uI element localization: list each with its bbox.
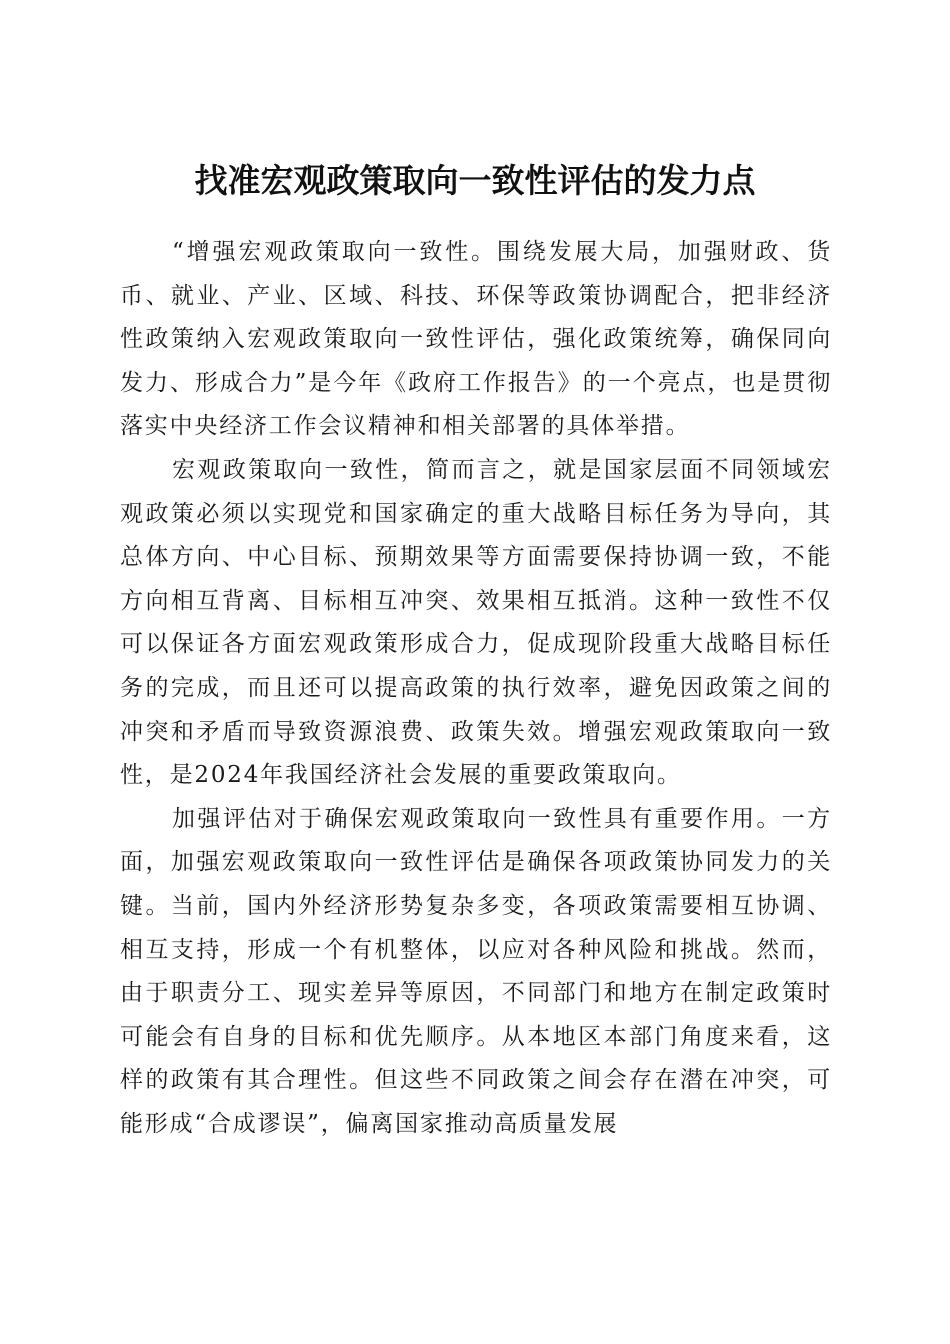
paragraph-2: 宏观政策取向一致性，简而言之，就是国家层面不同领域宏观政策必须以实现党和国家确定的重大战略目标任务为导向，其总体方向、中心目标、预期效果等方面需要保持协调一致，不能方向相互背离、目标相互冲突、效果相互抵消。这种一致性不仅可以保证各方面宏观政策形成合力，促成现阶段重大战略目标任务的完成，而且还可以提高政策的执行效率，避免因政策之间的冲突和矛盾而导致资源浪费、政策失效。增强宏观政策取向一致性，是2024年我国经济社会发展的重要政策取向。 bbox=[120, 456, 832, 789]
paragraph-3: 加强评估对于确保宏观政策取向一致性具有重要作用。一方面，加强宏观政策取向一致性评估是确保各项政策协同发力的关键。当前，国内外经济形势复杂多变，各项政策需要相互协调、相互支持，形成一个有机整体，以应对各种风险和挑战。然而，由于职责分工、现实差异等原因，不同部门和地方在制定政策时可能会有自身的目标和优先顺序。从本地区本部门角度来看，这样的政策有其合理性。但这些不同政策之间会存在潜在冲突，可能形成“合成谬误”，偏离国家推动高质量发展 bbox=[120, 805, 832, 1137]
paragraph-1: “增强宏观政策取向一致性。围绕发展大局，加强财政、货币、就业、产业、区域、科技、环保等政策协调配合，把非经济性政策纳入宏观政策取向一致性评估，强化政策统筹，确保同向发力、形成合力”是今年《政府工作报告》的一个亮点，也是贯彻落实中央经济工作会议精神和相关部署的具体举措。 bbox=[120, 239, 832, 440]
document-title: 找准宏观政策取向一致性评估的发力点 bbox=[194, 161, 756, 201]
document-body bbox=[120, 231, 832, 1146]
